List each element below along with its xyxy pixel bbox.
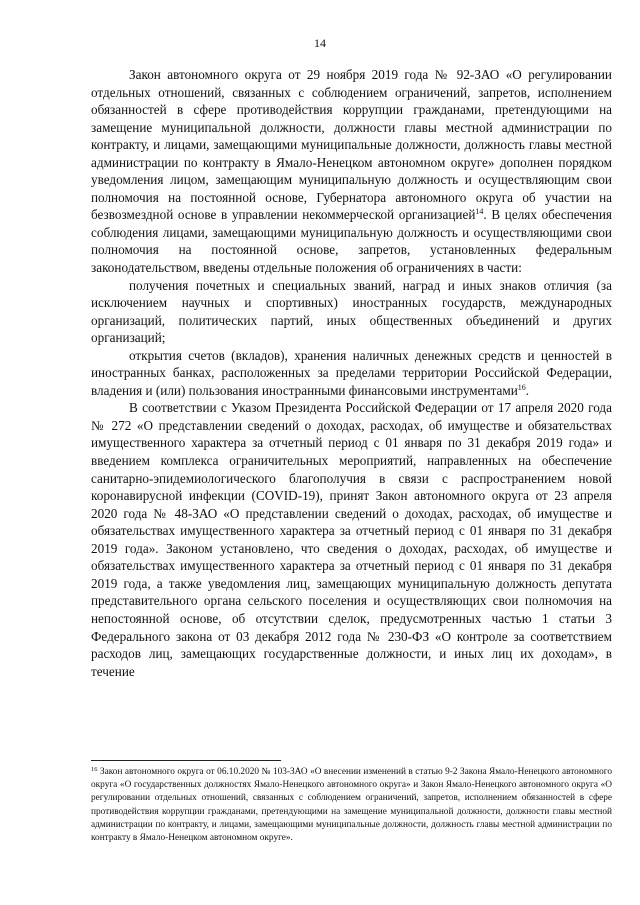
- footnote-reference: 16: [517, 382, 526, 392]
- paragraph-law-48-zao: В соответствии с Указом Президента Российской Федерации от 17 апреля 2020 года № 272 «О представлении сведений о доходах, расходах, об имуществе и обязательствах имущественного характера за отчетный период с 01 января по 31 декабря 2019 года» и введением комплекса ограничительных мероприятий, направленных на обеспечение санитарно-эпидемиологического благополучия в связи с распространением новой коронавирусной инфекции (COVID-19), принят Закон автономного округа от 23 апреля 2020 года № 48-ЗАО «О представлении сведений о доходах, расходах, об имуществе и обязательствах имущественного характера за отчетный период с 01 января по 31 декабря 2019 года». Законом установлено, что сведения о доходах, расходах, об имуществе и обязательствах имущественного характера за отчетный период с 01 января по 31 декабря 2019 года, а также уведомления лиц, замещающих муниципальную должность депутата представительного органа сельского поселения и осуществляющих свои полномочия на непостоянной основе, об отсутствии сделок, предусмотренных частью 1 статьи 3 Федерального закона от 03 декабря 2012 года № 230-ФЗ «О контроле за соответствием расходов лиц, замещающих государственные должности, и иных лиц их доходам», в течение: [91, 400, 612, 679]
- paragraph-foreign-accounts: [91, 347, 612, 400]
- main-text: [91, 66, 612, 680]
- paragraph-text: . В целях обеспечения соблюдения лицами, замещающими муниципальную должность и осуществляющими свои полномочия на постоянной основе, запретов, установленных федеральным законодательством, введены отдельные положения об ограничениях в части:: [91, 207, 612, 276]
- footnote-text: Закон автономного округа от 06.10.2020 № 103-ЗАО «О внесении изменений в статью 9-2 Закона Ямало-Ненецкого автономного округа «О государственных должностях Ямало-Ненецкого автономного округа» и Закон Ямало-Ненецкого автономного округа «О регулировании отдельных отношений, связанных с соблюдением ограничений, запретов, исполнением обязанностей в сфере противодействия коррупции гражданами, претендующими на замещение муниципальной должности, должности главы местной администрации по контракту, и лицами, замещающими муниципальные должности, должность главы местной администрации по контракту в Ямало-Ненецком автономном округе».: [91, 767, 612, 844]
- paragraph-text: .: [525, 382, 530, 398]
- footnote-16: [91, 766, 612, 845]
- footnote: [91, 766, 612, 845]
- footnote-reference: 14: [475, 207, 484, 217]
- footnote-mark: 16: [91, 766, 98, 773]
- paragraph-text: открытия счетов (вкладов), хранения наличных денежных средств и ценностей в иностранных банках, расположенных за пределами территории Российской Федерации, владения и (или) пользования иностранными финансовыми инструментами: [91, 347, 612, 398]
- footnote-divider: [91, 760, 281, 761]
- paragraph-law-92-zao: [91, 66, 612, 277]
- page-number: 14: [314, 36, 326, 50]
- paragraph-text: Закон автономного округа от 29 ноября 2019 года № 92-ЗАО «О регулировании отдельных отношений, связанных с соблюдением ограничений, запретов, исполнением обязанностей в сфере противодействия коррупции гражданами, претендующими на замещение муниципальной должности, должности главы местной администрации по контракту, и лицами, замещающими муниципальные должности, должность главы местной администрации по контракту в Ямало-Ненецком автономном округе» дополнен порядком уведомления лицом, замещающим муниципальную должность и осуществляющим свои полномочия на постоянной основе, Губернатора автономного округа об участии на безвозмездной основе в управлении некоммерческой организацией: [91, 67, 612, 223]
- paragraph-awards-restriction: получения почетных и специальных званий, наград и иных знаков отличия (за исключением научных и спортивных) иностранных государств, международных организаций, политических партий, иных общественных объединений и других организаций;: [91, 277, 612, 346]
